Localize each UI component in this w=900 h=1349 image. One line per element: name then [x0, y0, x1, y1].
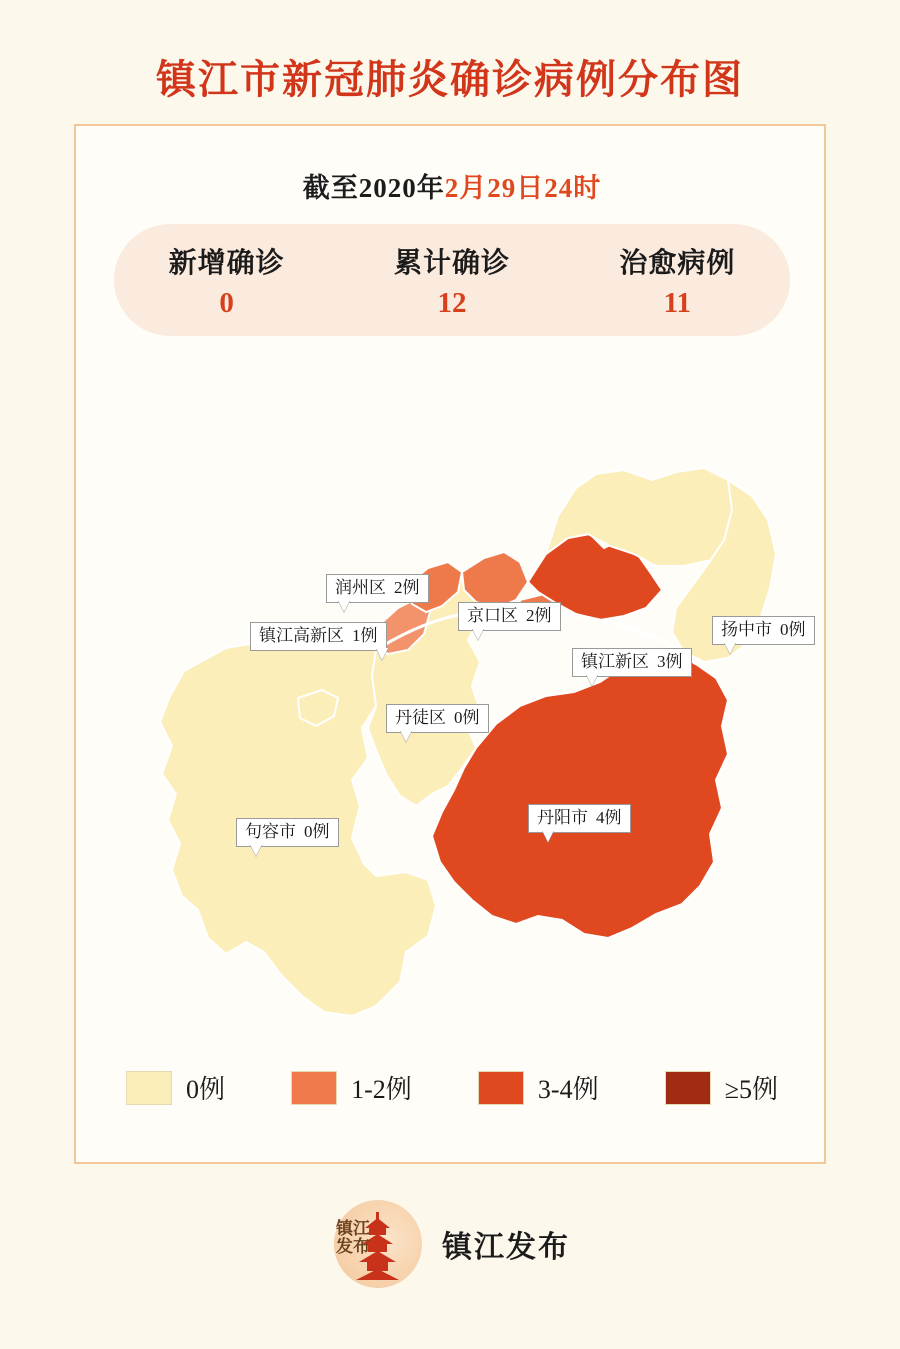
- footer-brand: 镇江发布: [442, 1231, 570, 1264]
- as-of-date: 2月29日24时: [444, 173, 602, 203]
- region-danyang[interactable]: [432, 652, 728, 938]
- stat-recovered: [565, 241, 790, 320]
- legend-item-2[interactable]: [478, 1069, 599, 1106]
- as-of-prefix: 截至2020年: [302, 173, 445, 203]
- map-label-tail: [400, 730, 412, 742]
- label-region-cases: 2例: [526, 606, 552, 625]
- map-label-tail: [542, 830, 554, 842]
- legend-label-1: 1-2例: [351, 1075, 412, 1104]
- label-region-cases: 1例: [352, 626, 378, 645]
- label-region-name: 句容市: [245, 822, 296, 841]
- footer: [0, 1196, 900, 1292]
- label-region-cases: 0例: [454, 708, 480, 727]
- map-label-tail: [376, 648, 388, 660]
- label-region-name: 扬中市: [721, 620, 772, 639]
- map-label-jurong[interactable]: [236, 818, 339, 847]
- stat-new-confirmed: [114, 241, 339, 320]
- map-label-tail: [586, 674, 598, 686]
- label-region-cases: 4例: [596, 808, 622, 827]
- map-label-tail: [338, 600, 350, 612]
- legend-swatch-1: [291, 1071, 337, 1105]
- map-label-xinqu[interactable]: [572, 648, 692, 677]
- legend-item-0[interactable]: [126, 1069, 225, 1106]
- stat-value: 0: [219, 286, 234, 319]
- map-label-jingkou[interactable]: [458, 602, 561, 631]
- legend-swatch-2: [478, 1071, 524, 1105]
- map-label-tail: [250, 844, 262, 856]
- stats-panel: [114, 224, 790, 336]
- label-region-cases: 0例: [780, 620, 806, 639]
- zhenjiang-logo-icon: [330, 1196, 426, 1292]
- stat-label: 新增确诊: [168, 247, 285, 279]
- label-region-name: 镇江新区: [581, 652, 649, 671]
- legend-swatch-3: [665, 1071, 711, 1105]
- info-card: [74, 124, 826, 1164]
- label-region-cases: 2例: [394, 578, 420, 597]
- map-label-yangzhong[interactable]: [712, 616, 815, 645]
- legend: [126, 1069, 778, 1106]
- legend-item-3[interactable]: [665, 1069, 778, 1106]
- logo-text-line1: 镇江: [336, 1219, 370, 1238]
- label-region-name: 丹徒区: [395, 708, 446, 727]
- map-label-tail: [724, 642, 736, 654]
- legend-label-0: 0例: [186, 1075, 226, 1104]
- map-label-danyang[interactable]: [528, 804, 631, 833]
- stat-cumulative-confirmed: [339, 241, 564, 320]
- stat-label: 累计确诊: [393, 247, 510, 279]
- stat-value: 12: [437, 286, 467, 319]
- label-region-cases: 3例: [657, 652, 683, 671]
- choropleth-map: [76, 376, 828, 1036]
- label-region-name: 京口区: [467, 606, 518, 625]
- label-region-name: 润州区: [335, 578, 386, 597]
- page-title: 镇江市新冠肺炎确诊病例分布图: [156, 57, 744, 102]
- legend-label-3: ≥5例: [724, 1075, 778, 1104]
- map-label-tail: [472, 628, 484, 640]
- stat-label: 治愈病例: [619, 247, 736, 279]
- logo-text-line2: 发布: [336, 1236, 370, 1256]
- legend-item-1[interactable]: [291, 1069, 412, 1106]
- label-region-name: 丹阳市: [537, 808, 588, 827]
- stat-value: 11: [663, 286, 692, 319]
- label-region-name: 镇江高新区: [259, 626, 344, 645]
- logo-text: [336, 1220, 370, 1256]
- legend-label-2: 3-4例: [537, 1075, 599, 1104]
- map-label-gaoxinqu[interactable]: [250, 622, 387, 651]
- legend-swatch-0: [126, 1071, 172, 1105]
- map-label-dantu[interactable]: [386, 704, 489, 733]
- map-label-runzhou[interactable]: [326, 574, 429, 603]
- as-of-line: [76, 166, 828, 205]
- label-region-cases: 0例: [304, 822, 330, 841]
